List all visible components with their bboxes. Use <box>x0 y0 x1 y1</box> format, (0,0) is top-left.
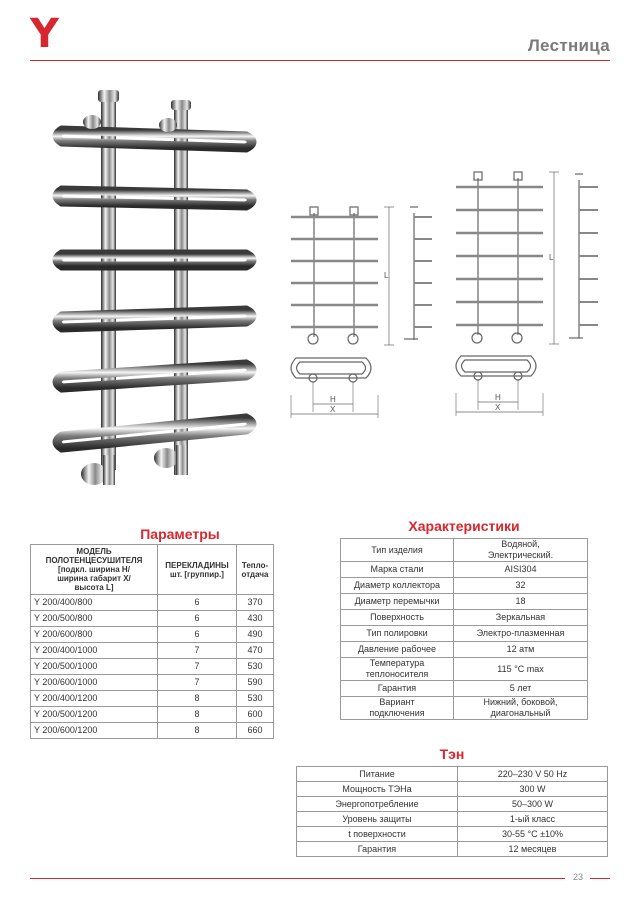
table-row: t поверхности 30-55 °C ±10% <box>297 827 608 842</box>
table-row: Энергопотребление 50–300 W <box>297 797 608 812</box>
params-header-row <box>31 545 274 595</box>
params-table <box>30 544 274 739</box>
tech-drawing-small <box>291 207 432 418</box>
table-row: Гарантия 12 месяцев <box>297 842 608 857</box>
params-title: Параметры <box>140 526 220 542</box>
header-divider <box>30 60 610 61</box>
table-row: Диаметр коллектора 32 <box>341 578 588 594</box>
footer-divider <box>30 878 565 879</box>
dim-label-h-large: H <box>495 393 501 402</box>
table-row: Мощность ТЭНа 300 W <box>297 782 608 797</box>
table-row: Y 200/600/1000 7 590 <box>31 675 274 691</box>
dim-label-h-small: H <box>330 395 336 404</box>
product-illustration <box>0 70 640 500</box>
table-row: Температура теплоносителя 115 °C max <box>341 658 588 681</box>
page-number: 23 <box>572 872 583 882</box>
dim-label-l-small: L <box>384 271 389 280</box>
table-row: Марка стали AISI304 <box>341 562 588 578</box>
table-row: Y 200/600/1200 8 660 <box>31 723 274 739</box>
table-row: Y 200/400/800 6 370 <box>31 595 274 611</box>
table-row: Y 200/400/1000 7 470 <box>31 643 274 659</box>
chars-table <box>340 538 588 720</box>
table-row: Тип полировки Электро-плазменная <box>341 626 588 642</box>
page-title: Лестница <box>527 36 610 55</box>
chars-title: Характеристики <box>408 518 520 534</box>
col-heat-header: Тепло- отдача <box>237 545 274 595</box>
ten-title: Тэн <box>439 746 465 762</box>
table-row: Вариант подключения Нижний, боковой, диагональный <box>341 697 588 720</box>
table-row: Y 200/600/800 6 490 <box>31 627 274 643</box>
ten-table <box>296 766 608 857</box>
table-row: Поверхность Зеркальная <box>341 610 588 626</box>
tech-drawing-large <box>456 172 598 416</box>
table-row: Давление рабочее 12 атм <box>341 642 588 658</box>
table-row: Гарантия 5 лет <box>341 681 588 697</box>
col-model-header: МОДЕЛЬ ПОЛОТЕНЦЕСУШИТЕЛЯ [подкл. ширина H/ ширина габарит X/ высота L] <box>31 545 158 595</box>
brand-logo: Y <box>30 11 59 57</box>
footer-divider-end <box>590 878 610 879</box>
table-row: Y 200/400/1200 8 530 <box>31 691 274 707</box>
table-row: Y 200/500/800 6 430 <box>31 611 274 627</box>
table-row: Тип изделия Водяной, Электрический. <box>341 539 588 562</box>
table-row: Уровень защиты 1-ый класс <box>297 812 608 827</box>
dim-label-x-small: X <box>330 405 336 414</box>
table-row: Питание 220–230 V 50 Hz <box>297 767 608 782</box>
dim-label-x-large: X <box>495 403 501 412</box>
table-row: Y 200/500/1000 7 530 <box>31 659 274 675</box>
dim-label-l-large: L <box>549 253 554 262</box>
table-row: Диаметр перемычки 18 <box>341 594 588 610</box>
towel-rail-photo <box>57 90 252 485</box>
table-row: Y 200/500/1200 8 600 <box>31 707 274 723</box>
col-bars-header: ПЕРЕКЛАДИНЫ шт. [группир.] <box>158 545 237 595</box>
